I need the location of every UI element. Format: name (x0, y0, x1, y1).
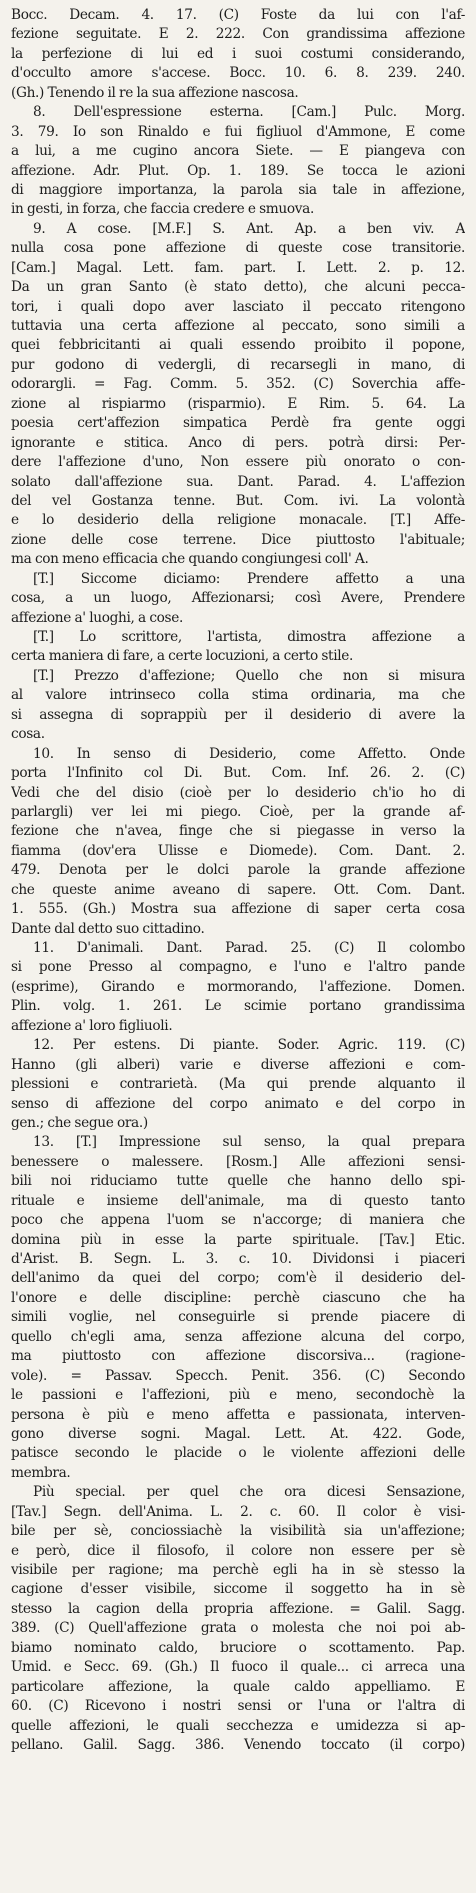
text-line: cosa, a un luogo, Affezionarsi; così Avere, Prendere (11, 590, 465, 607)
text-line: (Gh.) Tenendo il re la sua affezione nascosa. (11, 84, 299, 101)
text-line: si pone Presso al compagno, e l'uno e l'altro pande (11, 959, 465, 976)
text-line: che queste anime aveano di sapere. Ott. Com. Dant. (11, 881, 465, 898)
text-line: Più special. per quel che ora dicesi Sensazione, (33, 1484, 465, 1501)
text-line: poco che appena l'uom se n'accorge; di maniera che (11, 1212, 465, 1229)
text-line: la perfezione di lui ed i suoi costumi considerando, (11, 45, 465, 62)
text-line: Bocc. Decam. 4. 17. (C) Foste da lui con l'af- (11, 7, 465, 23)
text-line: pur godono di vedergli, di recarsegli in mano, di (11, 356, 465, 373)
text-line: [T.] Siccome diciamo: Prendere affetto a una (33, 570, 465, 587)
text-line: quello ch'egli ama, senza affezione alcuna del corpo, (11, 1328, 465, 1345)
text-line: [T.] Lo scrittore, l'artista, dimostra affezione a (33, 629, 465, 645)
text-line: pellano. Galil. Sagg. 386. Venendo toccato (il corpo) (11, 1736, 465, 1753)
text-line: persona è più e meno affetta e passionata, interven- (11, 1406, 465, 1423)
text-line: dell'animo da quei del corpo; com'è il desiderio del- (11, 1270, 465, 1287)
text-line: 13. [T.] Impressione sul senso, la qual prepara (33, 1134, 465, 1151)
text-line: zione al rispiarmo (risparmio). E Rim. 5. 64. La (11, 395, 465, 412)
text-line: al valore intrinseco colla stima ordinaria, ma che (11, 687, 465, 704)
text-line: e lo desiderio della religione monacale. [T.] Affe- (11, 512, 465, 529)
text-line: 8. Dell'espressione esterna. [Cam.] Pulc. Morg. (33, 104, 465, 121)
text-line: cosa. (11, 726, 45, 743)
text-line: affezione. Adr. Plut. Op. 1. 189. Se tocca le azioni (11, 162, 465, 179)
text-line: gen.; che segue ora.) (11, 1114, 148, 1131)
text-line: fiamma (dov'era Ulisse e Diomede). Com. Dant. 2. (11, 842, 465, 859)
text-line: si assegna di soprappiù per il desiderio di avere la (11, 706, 465, 723)
text-line: affezione a' loro figliuoli. (11, 1017, 173, 1034)
text-line: senso di affezione del corpo animato e del corpo in (11, 1095, 465, 1112)
text-line: 12. Per estens. Di piante. Soder. Agric. 119. (C) (33, 1037, 465, 1054)
text-line: visibile per ragione; ma perchè egli ha in sè stesso la (11, 1562, 465, 1578)
text-line: quelle affezioni, le quali secchezza e umidezza si ap- (11, 1717, 465, 1734)
text-line: quei febbricitanti ai quali essendo proibito il popone, (11, 337, 465, 354)
text-line: tuttavia una certa affezione al peccato, sono simili a (11, 318, 465, 334)
text-line: nulla cosa pone affezione di queste cose transitorie. (11, 240, 465, 257)
text-line: poesia cert'affezion simpatica Perdè fra gente oggi (11, 415, 465, 432)
text-line: a lui, a me cugino ancora Siete. — E piangeva con (11, 143, 465, 160)
text-line: e però, dice il filosofo, il colore non essere per sè (11, 1542, 465, 1559)
text-line: patisce secondo le placide o le violente affezioni delle (11, 1445, 465, 1462)
text-line: l'onore e delle discipline: perchè ciascuno che ha (11, 1289, 465, 1306)
text-line: Dante dal detto suo cittadino. (11, 920, 205, 937)
text-line: [Tav.] Segn. dell'Anima. L. 2. c. 60. Il color è visi- (11, 1503, 465, 1520)
text-line: ignorante e stitica. Anco di pers. potrà dirsi: Per- (11, 434, 465, 451)
text-line: domina più in esse la parte spirituale. [Tav.] Etic. (11, 1231, 465, 1248)
text-line: certa maniera di fare, a certe locuzioni, a certo stile. (11, 648, 354, 665)
text-line: membra. (11, 1464, 71, 1481)
text-line: 3. 79. Io son Rinaldo e fui figliuol d'Ammone, E come (11, 123, 465, 140)
text-line: Da un gran Santo (è stato detto), che alcuni pecca- (11, 279, 465, 296)
text-line: di maggiore importanza, la parola sia tale in affezione, (11, 181, 465, 198)
text-line: [T.] Prezzo d'affezione; Quello che non si misura (33, 667, 465, 684)
text-line: fezione seguitate. E 2. 222. Con grandissima affezione (11, 26, 465, 43)
text-line: particolare affezione, la quale caldo appelliamo. E (11, 1678, 465, 1695)
text-line: bili noi riduciamo tutte quelle che hanno dello spi- (11, 1173, 465, 1190)
text-line: fezione che n'avea, finge che si piegasse in verso la (11, 823, 465, 840)
text-line: vole). = Passav. Specch. Penit. 356. (C) Secondo (11, 1367, 465, 1384)
text-line: 479. Denota per le dolci parole la grande affezione (11, 862, 465, 879)
text-line: 60. (C) Ricevono i nostri sensi or l'una or l'altra di (11, 1698, 465, 1715)
text-line: benessere o malessere. [Rosm.] Alle affezioni sensi- (11, 1153, 465, 1170)
text-line: parlargli) ver lei mi piego. Cioè, per la grande af- (11, 803, 465, 820)
text-line: del vel Gostanza tenne. But. Com. ivi. La volontà (11, 492, 465, 509)
text-line: Vedi che del disio (cioè per lo desiderio ch'io ho di (11, 784, 465, 801)
text-line: affezione a' luoghi, a cose. (11, 609, 183, 626)
text-line: ma piuttosto con affezione discorsiva... (ragione- (11, 1348, 465, 1365)
text-line: le passioni e l'affezioni, più e meno, secondochè la (11, 1387, 465, 1404)
text-line: zione delle cose terrene. Dice piuttosto l'abituale; (11, 531, 465, 548)
text-line: biamo nominato caldo, bruciore o scottamento. Pap. (11, 1639, 465, 1656)
text-line: (esprime), Girando e mormorando, l'affezione. Domen. (11, 978, 465, 995)
text-line: 1. 555. (Gh.) Mostra sua affezione di saper certa cosa (11, 901, 465, 918)
text-line: dere l'affezione d'uno, Non essere più onorato o con- (11, 454, 465, 471)
text-line: Plin. volg. 1. 261. Le scimie portano grandissima (11, 998, 465, 1015)
text-line: cagione d'esser visibile, siccome il soggetto ha in sè (11, 1581, 465, 1598)
text-line: tori, i quali dopo aver lasciato il peccato ritengono (11, 298, 465, 315)
text-line: odorargli. = Fag. Comm. 5. 352. (C) Soverchia affe- (11, 376, 465, 393)
text-line: 11. D'animali. Dant. Parad. 25. (C) Il colombo (33, 940, 465, 956)
text-line: 10. In senso di Desiderio, come Affetto. Onde (33, 745, 465, 762)
text-line: Hanno (gli alberi) varie e diverse affezioni e com- (11, 1056, 465, 1073)
text-line: ma con meno efficacia che quando congiungesi coll' A. (11, 551, 369, 568)
text-line: in gesti, in forza, che faccia credere e smuova. (11, 201, 314, 218)
text-line: 389. (C) Quell'affezione grata o molesta che noi poi ab- (11, 1620, 465, 1637)
text-line: [Cam.] Magal. Lett. fam. part. I. Lett. 2. p. 12. (11, 259, 465, 276)
text-line: bile per sè, conciossiachè la visibilità sia un'affezione; (11, 1523, 465, 1540)
text-line: stesso la cagion della propria affezione. = Galil. Sagg. (11, 1600, 465, 1617)
text-line: Umid. e Secc. 69. (Gh.) Il fuoco il quale... ci arreca una (11, 1659, 465, 1676)
text-line: plessioni e contrarietà. (Ma qui prende alquanto il (11, 1076, 465, 1093)
text-line: porta l'Infinito col Di. But. Com. Inf. 26. 2. (C) (11, 765, 465, 782)
text-line: gono diverse sogni. Magal. Lett. At. 422. Gode, (11, 1425, 465, 1442)
text-line: solato dall'affezione sua. Dant. Parad. 4. L'affezion (11, 473, 465, 490)
text-line: simili voglie, nel conseguirle si prende piacere di (11, 1309, 465, 1326)
text-line: rituale e insieme dell'animale, ma di questo tanto (11, 1192, 465, 1209)
text-line: d'Arist. B. Segn. L. 3. c. 10. Dividonsi i piaceri (11, 1251, 465, 1267)
text-line: d'occulto amore s'accese. Bocc. 10. 6. 8. 239. 240. (11, 65, 465, 82)
text-line: 9. A cose. [M.F.] S. Ant. Ap. a ben viv. A (33, 220, 465, 237)
